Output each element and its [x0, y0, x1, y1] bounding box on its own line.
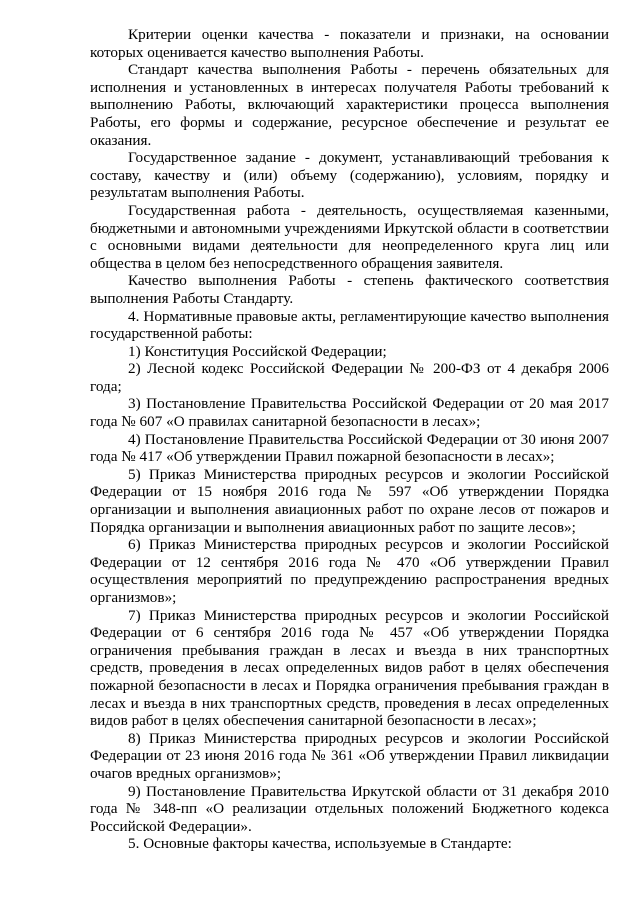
list-item-6: 6) Приказ Министерства природных ресурсов и экологии Российской Федерации от 12 сентября 2016 года № 470 «Об утверждении Правил осуществления мероприятий по предупреждению распространения вредных организмов»;: [90, 536, 609, 606]
list-item-8: 8) Приказ Министерства природных ресурсов и экологии Российской Федерации от 23 июня 2016 года № 361 «Об утверждении Правил ликвидации очагов вредных организмов»;: [90, 729, 609, 782]
list-item-5: 5) Приказ Министерства природных ресурсов и экологии Российской Федерации от 15 ноября 2016 года № 597 «Об утверждении Порядка организации и выполнения авиационных работ по охране лесов от пожаров и Порядка организации и выполнения авиационных работ по защите лесов»;: [90, 465, 609, 536]
list-item-2: 2) Лесной кодекс Российской Федерации № 200-ФЗ от 4 декабря 2006 года;: [90, 360, 609, 395]
paragraph-state-work: Государственная работа - деятельность, осуществляемая казенными, бюджетными и автономными учреждениями Иркутской области в соответствии с основными видами деятельности для неопределенного круга лиц или общества в целом без непосредственного обращения заявителя.: [90, 201, 609, 272]
list-item-1: 1) Конституция Российской Федерации;: [128, 342, 387, 360]
list-item-3: 3) Постановление Правительства Российской Федерации от 20 мая 2017 года № 607 «О правилах санитарной безопасности в лесах»;: [90, 395, 609, 431]
list-item-7: 7) Приказ Министерства природных ресурсов и экологии Российской Федерации от 6 сентября 2016 года № 457 «Об утверждении Порядка ограничения пребывания граждан в лесах и въезда в них транспортных средств, проведения в лесах определенных видов работ в целях обеспечения пожарной безопасности в лесах и Порядка ограничения пребывания граждан в лесах и въезда в них транспортных средств, проведения в лесах определенных видов работ в целях обеспечения санитарной безопасности в лесах»;: [90, 606, 609, 730]
list-item-4: 4) Постановление Правительства Российской Федерации от 30 июня 2007 года № 417 «Об утверждении Правил пожарной безопасности в лесах»;: [90, 430, 609, 466]
paragraph-quality-criteria: Критерии оценки качества - показатели и признаки, на основании которых оценивается качество выполнения Работы.: [90, 26, 609, 61]
paragraph-work-quality: Качество выполнения Работы - степень фактического соответствия выполнения Работы Стандарту.: [90, 272, 609, 307]
document-page: [90, 26, 609, 853]
list-item-9: 9) Постановление Правительства Иркутской области от 31 декабря 2010 года № 348-пп «О реализации отдельных положений Бюджетного кодекса Российской Федерации».: [90, 782, 609, 835]
paragraph-section-5-heading: 5. Основные факторы качества, используемые в Стандарте:: [128, 835, 512, 853]
paragraph-section-4-heading: 4. Нормативные правовые акты, регламентирующие качество выполнения государственной работы:: [90, 307, 609, 343]
paragraph-quality-standard: Стандарт качества выполнения Работы - перечень обязательных для исполнения и установленных в интересах получателя Работы требований к выполнению Работы, включающий характеристики процесса выполнения Работы, его формы и содержание, ресурсное обеспечение и результат ее оказания.: [90, 61, 609, 149]
paragraph-state-assignment: Государственное задание - документ, устанавливающий требования к составу, качеству и (или) объему (содержанию), условиям, порядку и результатам выполнения Работы.: [90, 149, 609, 202]
